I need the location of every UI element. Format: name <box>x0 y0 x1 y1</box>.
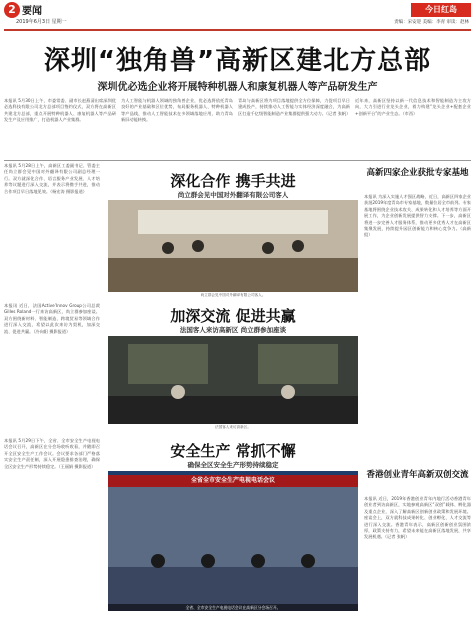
third-photo-caption: 全省、全市安全生产电视电话会议在高新区分会场召开。 <box>108 604 358 611</box>
middle-story-subtitle: 尚立群会见中国对外翻译有限公司客人 <box>177 191 289 199</box>
visit-photo-illustration <box>108 336 358 424</box>
lead-rule <box>4 160 471 161</box>
third-story-subtitle: 确保全区安全生产形势持续稳定 <box>187 461 279 469</box>
right-top-text: 本报讯 为深入实施人才强区战略，近日，高新区四家企业获批2019年度青岛市专家基地，数量位居全市前列。专家基地将围绕企业技术攻关、成果转化和人才培养等方面开展工作，为企业创新发展提供智力支撑。下一步，高新区将进一步完善人才服务体系，推动更多优秀人才在高新区集聚发展，持续提升园区创新能力和核心竞争力。（高新组） <box>364 194 471 238</box>
third-story-title: 安全生产 常抓不懈 <box>170 442 296 460</box>
second-story-text: 本报讯 近日，法国Active’Innov Group公司总裁Gilles Roland一行来访高新区，尚立群参加座谈。双方围绕新材料、智能制造、跨境贸易等领域合作进行深入交流，希望以此次来访为契机，加深交流、促进共赢。（冷向阳 摄影报道） <box>4 303 100 334</box>
issue-date: 2019年6月3日 星期一 <box>16 19 67 25</box>
middle-photo-caption: 尚立群会见中国对外翻译有限公司客人。 <box>200 293 266 297</box>
right-bottom-title: 香港创业青年高新双创交流 <box>366 470 469 480</box>
lead-text-col-4: 近年来，高新区坚持以新一代信息技术和智能制造为主攻方向，大力引进行业龙头企业，着力构建“龙头企业+配套企业+创新平台”的产业生态。（市西） <box>355 98 471 116</box>
conference-photo-illustration <box>108 487 358 611</box>
section-number-badge: 2 <box>4 2 20 18</box>
second-photo-caption: 法国客人来访高新区。 <box>215 425 251 429</box>
second-story-photo <box>108 336 358 424</box>
second-story-subtitle: 法国客人来访高新区 尚立群参加座谈 <box>179 326 287 334</box>
page-header <box>0 0 475 30</box>
lead-headline: 深圳“独角兽”高新区建北方总部 <box>43 46 432 76</box>
section-name: 要闻 <box>22 6 42 17</box>
header-rule <box>4 29 471 31</box>
editor-credits: 责编：宋安迎 美编：李青 审读：赵林 <box>394 20 469 25</box>
lead-subhead: 深圳优必选企业将开展特种机器人和康复机器人等产品研发生产 <box>97 82 378 93</box>
second-story-title: 加深交流 促进共赢 <box>170 307 296 325</box>
right-bottom-text: 本报讯 近日，2019年香港创业青年内地行活动香港青年创业者到访高新区，实地参观高新区“双创”载体、孵化器及重点企业，深入了解高新区创新创业政策和发展环境。座谈会上，双方就科技成果转化、创业孵化、人才交流等进行深入交流。香港青年表示，高新区创新创业氛围浓厚，政策支持有力，希望未来能在高新区落地发展，共享发展机遇。（记者 张帆） <box>364 496 471 540</box>
meeting-photo-illustration <box>108 200 358 292</box>
lead-text-col-2: 为人工智能与机器人领域的独角兽企业，优必选将依托青岛良好的产业基础和区位优势，布局服务机器人、特种机器人等产品线，推动人工智能技术在多领域落地应用，助力青岛新旧动能转换。 <box>121 98 233 123</box>
right-top-title: 高新四家企业获批专家基地 <box>366 168 469 178</box>
middle-story-text: 本报讯 5月28日上午，高新区工委副书记、管委主任尚立群会见中国对外翻译有限公司副总经理一行。双方就深化合作、语言服务产业发展、人才培养等议题进行深入交流，并表示将携手共进，推动合作项目早日落地见效。（杨宏涛 摄影报道） <box>4 163 100 194</box>
lead-text-col-1: 本报讯 5月30日上午，市委常委、副市长赵燕清出席深圳优必选科技有限公司北方总部项目签约仪式，双方将在高新区共建北方总部，重点开展特种机器人、康复机器人等产品研发生产及应用推广，打造机器人产业集群。 <box>4 98 116 123</box>
middle-story-photo <box>108 200 358 292</box>
third-story-photo <box>108 471 358 611</box>
conference-banner: 全省全市安全生产电视电话会议 <box>108 475 358 487</box>
lead-text-col-3: 青岛与高新区将为项目落地提供全方位保障，力促项目早日建成投产，持续推动人工智能与实体经济深度融合，为高新区打造千亿级智能制造产业集群提供强大动力。（记者 张帆） <box>238 98 350 116</box>
newspaper-logo: 今日红岛 <box>411 3 471 17</box>
middle-story-title: 深化合作 携手共进 <box>170 172 296 190</box>
third-story-text: 本报讯 5月29日下午，全省、全市安全生产电视电话会议召开，高新区在分会场收听收看，并随即召开全区安全生产工作会议。会议要求各部门严格落实安全生产责任制，深入开展隐患排查治理，确保全区安全生产形势持续稳定。（王丽娟 摄影报道） <box>4 438 100 469</box>
